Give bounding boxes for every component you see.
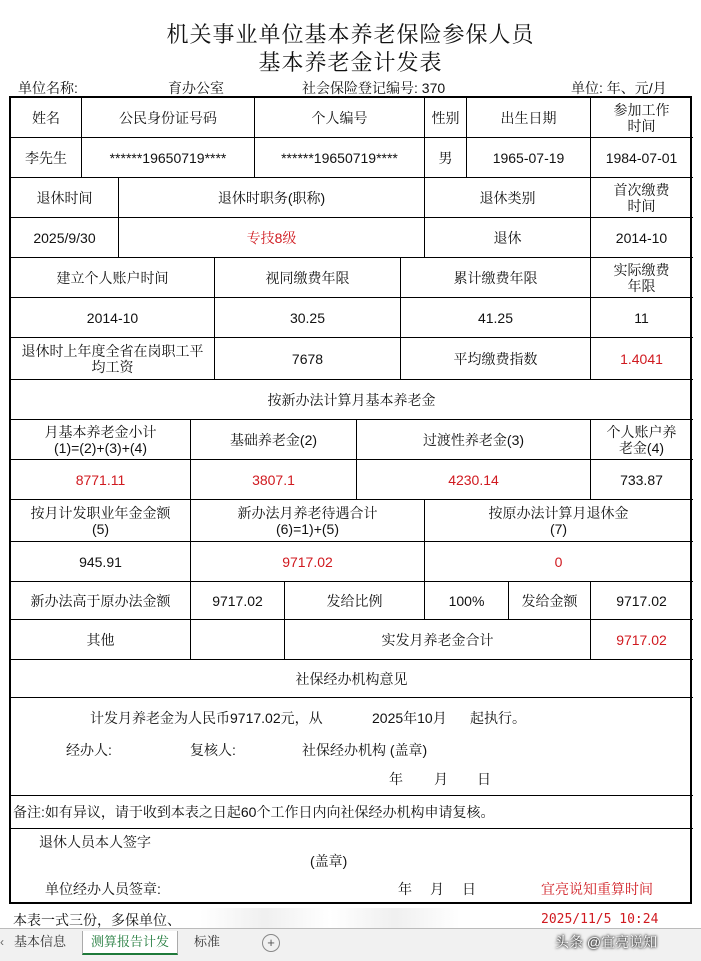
recalc-time-note: 宜亮说知重算时间	[541, 881, 653, 897]
value-monthly-subtotal: 8771.11	[11, 460, 191, 499]
value-new-total: 9717.02	[191, 542, 425, 581]
value-old-method: 0	[554, 553, 563, 570]
header-old-method-title: 按原办法计算月退休金	[488, 504, 629, 521]
header-monthly-subtotal-formula: (1)=(2)+(3)+(4)	[54, 439, 147, 456]
value-actual-monthly-total: 9717.02	[616, 631, 667, 648]
header-annuity-code: (5)	[91, 520, 110, 537]
watermark: 头条 @宜亮说知	[555, 934, 658, 950]
header-other: 其他	[11, 620, 191, 659]
value-name: 李先生	[11, 138, 82, 177]
seal-label: (盖章)	[310, 853, 348, 869]
header-name: 姓名	[11, 98, 82, 137]
unit-value: 育办公室	[168, 80, 224, 96]
opinion-text: 计发月养老金为人民币9717.02元，从	[90, 710, 323, 726]
unit-agent-signature-label: 单位经办人员签章:	[45, 881, 161, 897]
header-deemed-years: 视同缴费年限	[215, 258, 401, 297]
section-new-method: 按新办法计算月基本养老金	[267, 391, 436, 408]
timestamp: 2025/11/5 10:24	[541, 912, 659, 927]
header-sex: 性别	[425, 98, 467, 137]
value-average-wage: 7678	[215, 338, 401, 379]
tab-calc-report[interactable]: 测算报告计发	[82, 931, 178, 955]
value-first-payment: 2014-10	[615, 229, 668, 246]
header-actual-years: 实际缴费年限	[613, 261, 670, 294]
header-old-method	[425, 500, 692, 541]
header-retire-post: 退休时职务(职称)	[119, 178, 425, 217]
value-work-start: 1984-07-01	[605, 149, 678, 166]
opinion-day: 日	[477, 771, 491, 787]
header-payment-ratio: 发给比例	[285, 582, 425, 619]
row-divider	[10, 795, 693, 796]
opinion-start-month: 2025年10月	[372, 710, 447, 726]
header-new-total-formula: (6)=1)+(5)	[275, 520, 340, 537]
value-sex: 男	[425, 138, 467, 177]
header-work-start: 参加工作时间	[613, 101, 670, 134]
registration-number: 社会保险登记编号: 370	[302, 80, 446, 96]
value-other	[191, 620, 285, 659]
sign-month: 月	[430, 881, 444, 897]
header-old-method-code: (7)	[549, 520, 568, 537]
value-payment-amount: 9717.02	[616, 592, 667, 609]
form-title-line2: 基本养老金计发表	[258, 51, 443, 76]
header-id-number: 公民身份证号码	[82, 98, 255, 137]
value-payment-ratio: 100%	[425, 582, 509, 619]
value-account-time: 2014-10	[11, 298, 215, 337]
value-birth-date: 1965-07-19	[467, 138, 591, 177]
value-personal-account-pension: 733.87	[620, 471, 663, 488]
retiree-signature-label: 退休人员本人签字	[39, 834, 151, 850]
header-total-years: 累计缴费年限	[401, 258, 591, 297]
value-payment-index: 1.4041	[620, 350, 663, 367]
value-retire-type: 退休	[425, 218, 591, 257]
header-account-time: 建立个人账户时间	[11, 258, 215, 297]
value-total-years: 41.25	[401, 298, 591, 337]
value-actual-years: 11	[634, 309, 649, 326]
value-retire-time: 2025/9/30	[11, 218, 119, 257]
opinion-agency-seal: 社保经办机构 (盖章)	[302, 742, 428, 758]
header-first-payment: 首次缴费时间	[613, 181, 670, 214]
header-payment-amount: 发给金额	[509, 582, 591, 619]
value-id-number: ******19650719****	[82, 138, 255, 177]
add-sheet-icon[interactable]: +	[262, 934, 280, 952]
header-personal-number: 个人编号	[255, 98, 425, 137]
form-title-line1: 机关事业单位基本养老保险参保人员	[166, 23, 535, 48]
tab-scroll-left-icon[interactable]: ‹	[0, 935, 4, 949]
header-annuity	[11, 500, 191, 541]
remark-note: 备注:如有异议，请于收到本表之日起60个工作日内向社保经办机构申请复核。	[13, 804, 495, 820]
row-divider	[10, 697, 693, 698]
info-line	[0, 78, 701, 96]
copies-note: 本表一式三份，多保单位、	[13, 912, 181, 928]
row-divider	[10, 828, 693, 829]
header-birth-date: 出生日期	[467, 98, 591, 137]
value-higher-amount: 9717.02	[191, 582, 285, 619]
value-annuity: 945.91	[11, 542, 191, 581]
opinion-reviewer-label: 复核人:	[190, 742, 236, 758]
opinion-execute: 起执行。	[470, 710, 526, 726]
header-higher-amount: 新办法高于原办法金额	[11, 582, 191, 619]
header-retire-time: 退休时间	[11, 178, 119, 217]
header-monthly-subtotal	[11, 420, 191, 459]
opinion-agent-label: 经办人:	[66, 742, 112, 758]
tab-basic-info[interactable]: 基本信息	[14, 934, 67, 949]
sign-year: 年	[398, 881, 412, 897]
value-deemed-years: 30.25	[215, 298, 401, 337]
blurred-region	[200, 908, 460, 928]
value-basic-pension: 3807.1	[191, 460, 357, 499]
unit-measure: 单位: 年、元/月	[571, 80, 667, 96]
header-retire-type: 退休类别	[425, 178, 591, 217]
section-agency-opinion: 社保经办机构意见	[295, 670, 408, 687]
opinion-month: 月	[434, 771, 448, 787]
tab-standard[interactable]: 标准	[194, 934, 221, 949]
header-transition-pension: 过渡性养老金(3)	[357, 420, 591, 459]
header-annuity-title: 按月计发职业年金金额	[30, 504, 171, 521]
header-personal-account-pension: 个人账户养老金(4)	[606, 423, 677, 456]
value-personal-number: ******19650719****	[255, 138, 425, 177]
header-new-total	[191, 500, 425, 541]
header-new-total-title: 新办法月养老待遇合计	[237, 504, 378, 521]
header-actual-monthly-total: 实发月养老金合计	[285, 620, 591, 659]
value-transition-pension: 4230.14	[357, 460, 591, 499]
value-retire-post: 专技8级	[119, 218, 425, 257]
header-average-wage: 退休时上年度全省在岗职工平均工资	[11, 338, 215, 379]
sheet-tab-bar	[0, 928, 701, 961]
header-basic-pension: 基础养老金(2)	[191, 420, 357, 459]
header-monthly-subtotal-title: 月基本养老金小计	[44, 423, 157, 440]
unit-label: 单位名称:	[18, 80, 78, 96]
sign-day: 日	[462, 881, 476, 897]
opinion-year: 年	[389, 771, 403, 787]
header-payment-index: 平均缴费指数	[401, 338, 591, 379]
